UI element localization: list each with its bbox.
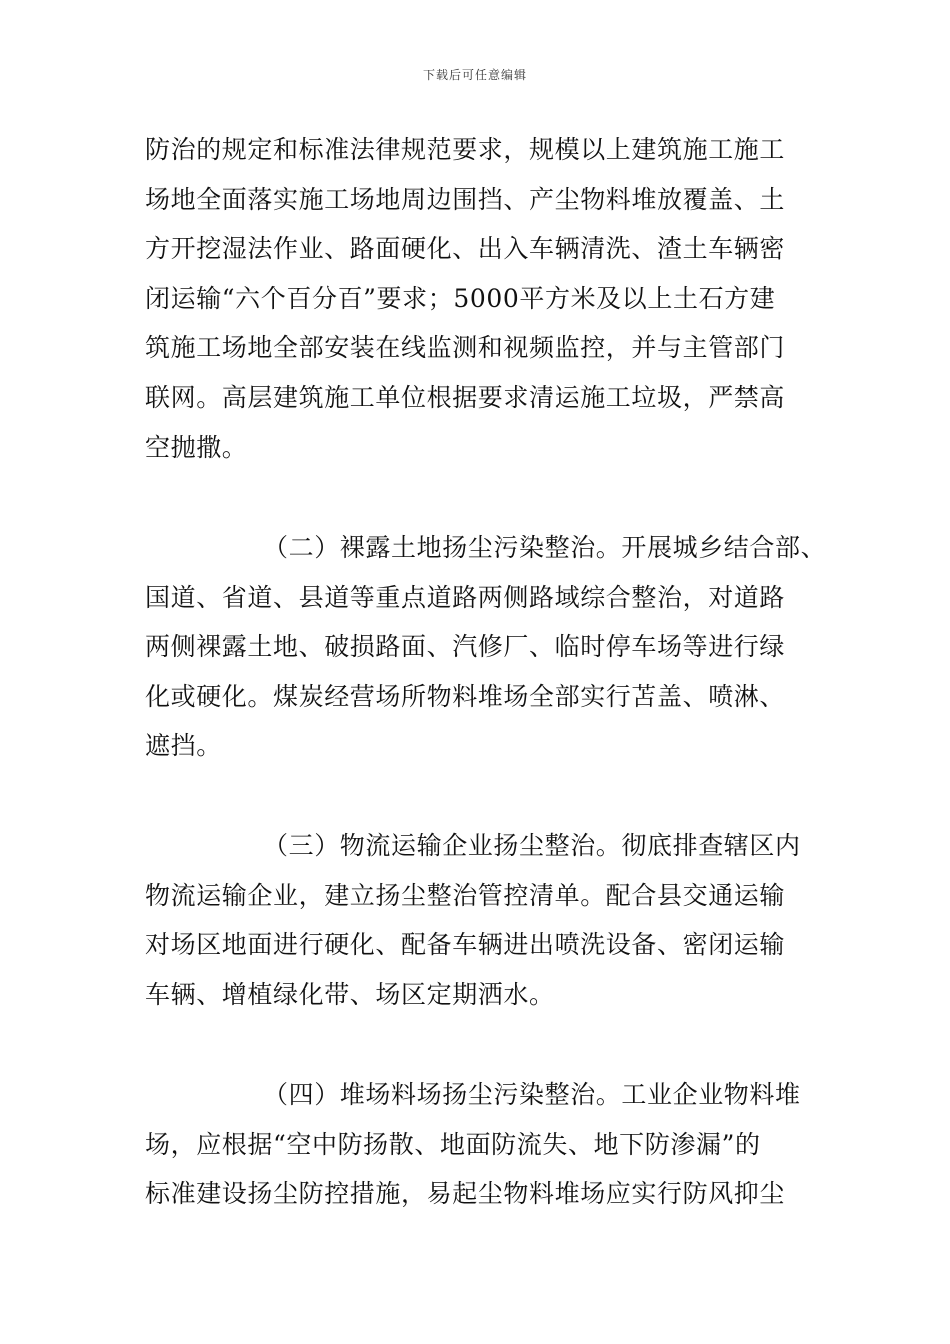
text-line: 化或硬化。煤炭经营场所物料堆场全部实行苫盖、喷淋、 bbox=[145, 681, 786, 711]
paragraph-construction-sites bbox=[145, 125, 825, 472]
paragraph-logistics bbox=[145, 821, 825, 1019]
text-line: （四）堆场料场扬尘污染整治。工业企业物料堆 bbox=[263, 1080, 801, 1109]
text-line: 标准建设扬尘防控措施，易起尘物料堆场应实行防风抑尘 bbox=[145, 1179, 786, 1209]
text-line: 场地全面落实施工场地周边围挡、产尘物料堆放覆盖、土 bbox=[145, 184, 786, 214]
text-line: 车辆、增植绿化带、场区定期洒水。 bbox=[145, 979, 555, 1009]
text-line: 国道、省道、县道等重点道路两侧路域综合整治，对道路 bbox=[145, 582, 786, 612]
text-line: 联网。高层建筑施工单位根据要求清运施工垃圾，严禁高 bbox=[145, 382, 786, 412]
text-line: 筑施工场地全部安装在线监测和视频监控，并与主管部门 bbox=[145, 333, 786, 363]
text-line: 场，应根据“空中防扬散、地面防流失、地下防渗漏”的 bbox=[145, 1129, 761, 1159]
paragraph-stockyards bbox=[145, 1070, 825, 1219]
text-line: 两侧裸露土地、破损路面、汽修厂、临时停车场等进行绿 bbox=[145, 632, 786, 662]
text-line: （三）物流运输企业扬尘整治。彻底排查辖区内 bbox=[263, 831, 801, 860]
paragraph-bare-land bbox=[145, 523, 825, 771]
text-line: （二）裸露土地扬尘污染整治。开展城乡结合部、 bbox=[263, 533, 827, 562]
text-line: 防治的规定和标准法律规范要求，规模以上建筑施工施工 bbox=[145, 135, 786, 164]
text-line: 遮挡。 bbox=[145, 731, 222, 761]
page-header: 下载后可任意编辑 bbox=[422, 68, 527, 82]
text-line: 闭运输“六个百分百”要求；5000平方米及以上土石方建 bbox=[145, 283, 776, 313]
text-line: 对场区地面进行硬化、配备车辆进出喷洗设备、密闭运输 bbox=[145, 930, 786, 960]
text-line: 空抛撒。 bbox=[145, 432, 248, 462]
text-line: 物流运输企业，建立扬尘整治管控清单。配合县交通运输 bbox=[145, 880, 786, 910]
text-line: 方开挖湿法作业、路面硬化、出入车辆清洗、渣土车辆密 bbox=[145, 234, 786, 264]
